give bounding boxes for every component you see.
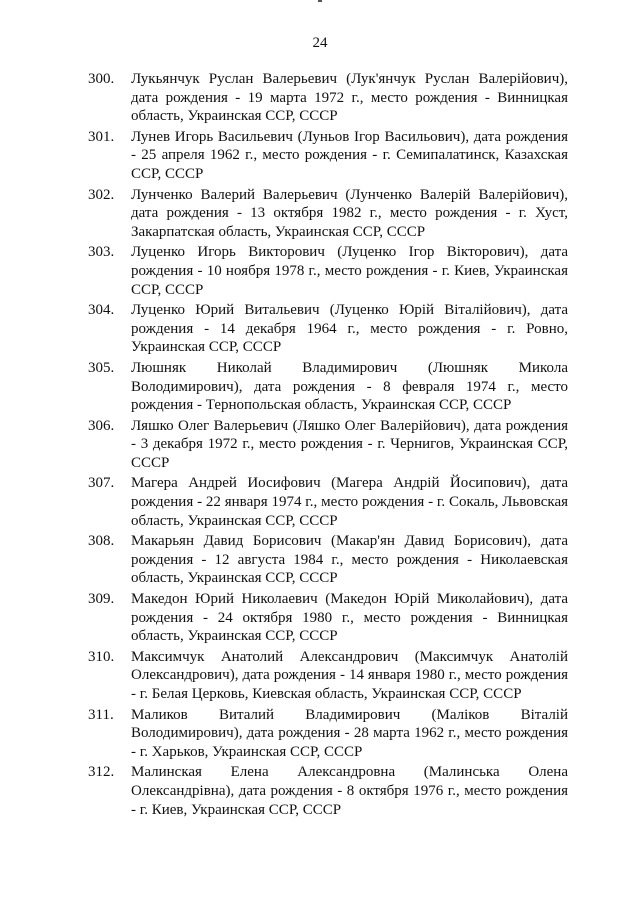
list-item-309 [88, 590, 568, 646]
entry-number: 310. [88, 648, 115, 665]
entry-number: 308. [88, 533, 115, 550]
entry-text: Македон Юрий Николаевич (Македон Юрій Миколайович), дата рождения - 24 октября 1980 г., место рождения - Винницкая область, Украинская ССР, СССР [131, 591, 568, 645]
page-number: 24 [312, 35, 328, 51]
list-item-311 [88, 706, 568, 762]
list-item-304 [88, 301, 568, 357]
entry-number: 300. [88, 71, 115, 87]
entry-number: 303. [88, 244, 115, 261]
entry-number: 301. [88, 128, 115, 145]
list-item-308 [88, 532, 568, 588]
entry-text: Лунченко Валерий Валерьевич (Лунченко Валерій Валерійович), дата рождения - 13 октября 1982 г., место рождения - г. Хуст, Закарпатская область, Украинская ССР, СССР [131, 186, 568, 240]
entry-number: 307. [88, 475, 115, 492]
entry-text: Маликов Виталий Владимирович (Маліков Віталій Володимирович), дата рождения - 28 марта 1962 г., место рождения - г. Харьков, Украинская ССР, СССР [131, 706, 568, 760]
entry-text: Ляшко Олег Валерьевич (Ляшко Олег Валерійович), дата рождения - 3 декабря 1972 г., место рождения - г. Чернигов, Украинская ССР, СССР [131, 417, 568, 471]
entry-text: Макарьян Давид Борисович (Макар'ян Давид Борисович), дата рождения - 12 августа 1984 г., место рождения - Николаевская область, Украинская ССР, СССР [131, 533, 568, 587]
list-item-307 [88, 474, 568, 530]
entry-number: 312. [88, 764, 115, 781]
entry-text: Луценко Игорь Викторович (Луценко Ігор Вікторович), дата рождения - 10 ноября 1978 г., место рождения - г. Киев, Украинская ССР, СССР [131, 244, 568, 298]
list-item-302 [88, 186, 568, 242]
entry-text: Максимчук Анатолий Александрович (Максимчук Анатолій Олександрович), дата рождения - 14 января 1980 г., место рождения - г. Белая Церковь, Киевская область, Украинская ССР, СССР [131, 648, 568, 702]
list-item-301 [88, 128, 568, 184]
list-item-305 [88, 359, 568, 415]
entry-text: Люшняк Николай Владимирович (Люшняк Микола Володимирович), дата рождения - 8 февраля 1974 г., место рождения - Тернопольская область, Украинская ССР, СССР [131, 359, 568, 414]
list-item-300 [88, 70, 568, 126]
entry-text: Лукьянчук Руслан Валерьевич (Лук'янчук Руслан Валерійович), дата рождения - 19 марта 1972 г., место рождения - Винницкая область, Украинская ССР, СССР [131, 71, 568, 125]
list-item-310 [88, 648, 568, 704]
entry-text: Магера Андрей Иосифович (Магера Андрій Йосипович), дата рождения - 22 января 1974 г., место рождения - г. Сокаль, Львовская область, Украинская ССР, СССР [131, 475, 568, 529]
entry-text: Малинская Елена Александровна (Малинська Олена Олександрівна), дата рождения - 8 октября 1976 г., место рождения - г. Киев, Украинская ССР, СССР [131, 764, 568, 818]
entry-number: 305. [88, 359, 115, 376]
list-item-303 [88, 243, 568, 299]
entry-number: 309. [88, 591, 115, 608]
list-item-312 [88, 763, 568, 819]
list-item-306 [88, 417, 568, 473]
entry-number: 311. [88, 706, 114, 723]
entry-text: Луценко Юрий Витальевич (Луценко Юрій Віталійович), дата рождения - 14 декабря 1964 г., место рождения - г. Ровно, Украинская ССР, СССР [131, 302, 568, 356]
entry-number: 302. [88, 186, 115, 203]
entry-list [88, 70, 568, 821]
entry-number: 304. [88, 302, 115, 319]
page-top-mark [318, 0, 322, 2]
entry-number: 306. [88, 417, 115, 434]
entry-text: Лунев Игорь Васильевич (Луньов Ігор Васильович), дата рождения - 25 апреля 1962 г., место рождения - г. Семипалатинск, Казахская ССР, СССР [131, 128, 568, 182]
